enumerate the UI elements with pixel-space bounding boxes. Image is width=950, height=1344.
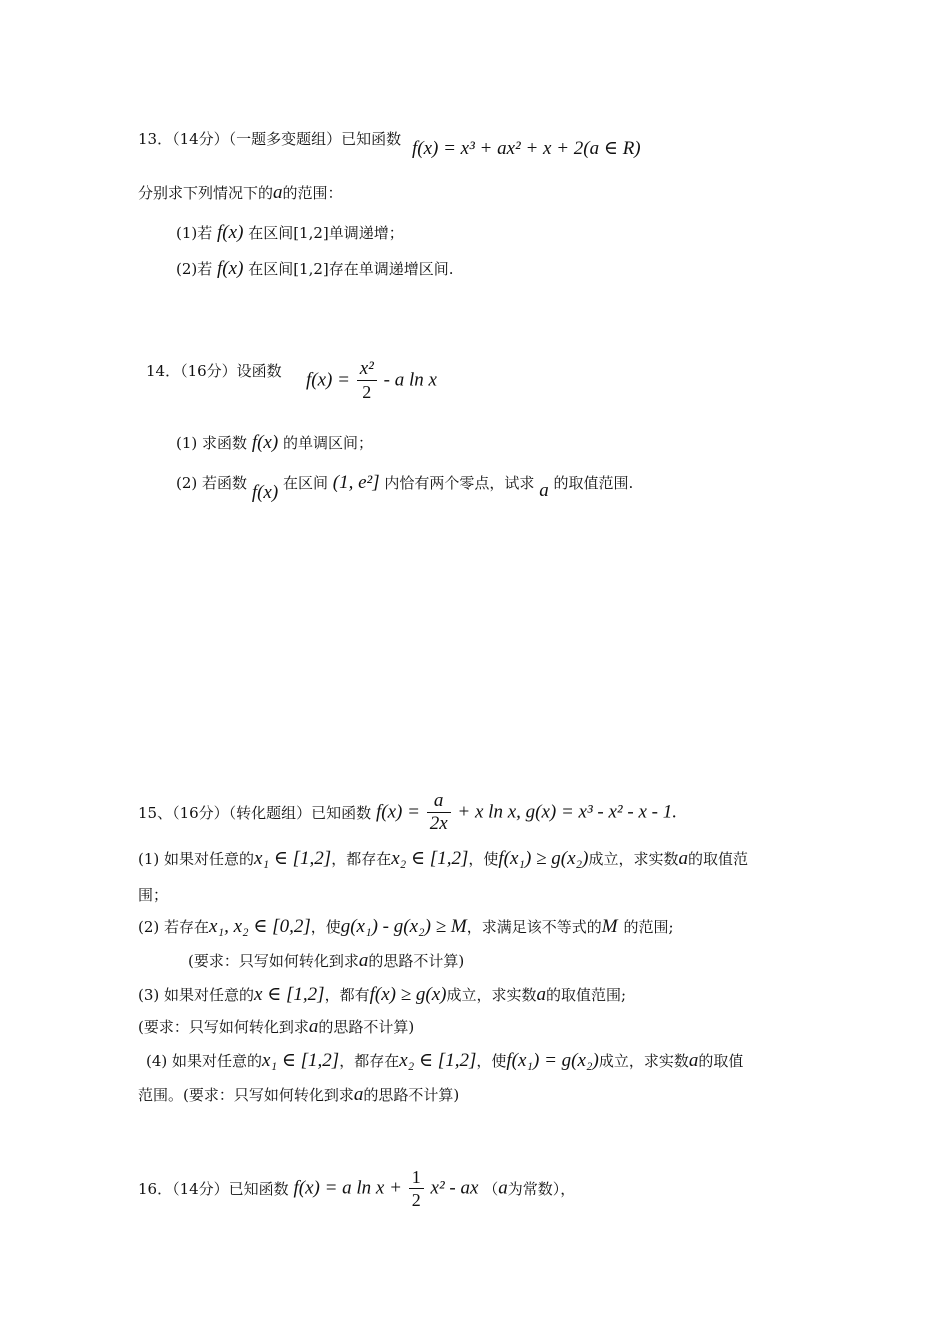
q15-p2-text-c: ，求满足该不等式的 xyxy=(466,918,602,936)
q15-p3-math1: x ∈ [1,2] xyxy=(254,984,325,1005)
q15-p3-note-a: (要求：只写如何转化到求 xyxy=(138,1018,309,1036)
q14-part2 xyxy=(176,472,634,503)
q15-formula-lhs: f(x) = xyxy=(375,801,420,823)
q15-fraction xyxy=(427,790,451,835)
q14-formula-rhs: - a ln x xyxy=(383,369,437,391)
q14-p2-var: a xyxy=(539,480,549,501)
q16-fraction-denominator: 2 xyxy=(411,1190,421,1210)
q13-p2-text: 在区间[1,2]存在单调递增区间. xyxy=(248,260,454,278)
q13-p1-prefix: (1)若 xyxy=(176,224,213,242)
q16-label: 16．（14分）已知函数 xyxy=(138,1180,289,1198)
q15-part4-cont xyxy=(138,1084,459,1106)
q14-p1-text: 的单调区间； xyxy=(282,434,373,452)
q13-title xyxy=(138,128,641,159)
q15-p4-text-e: 的取值 xyxy=(698,1052,744,1070)
q15-formula-rhs: + x ln x, g(x) = x³ - x² - x - 1. xyxy=(457,801,677,823)
q16-title xyxy=(138,1166,575,1211)
q14-fraction-numerator: x² xyxy=(357,358,377,381)
q15-p1-math2: x₂ ∈ [1,2] xyxy=(391,848,469,869)
q13-p2-fx: f(x) xyxy=(217,258,244,279)
q15-p2-text-d: 的范围; xyxy=(623,918,674,936)
q15-p1-text-e: 的取值范 xyxy=(687,850,748,868)
q16-tail-var: a xyxy=(498,1177,508,1199)
q15-part2-note xyxy=(188,950,464,972)
q15-p3-var: a xyxy=(536,984,546,1005)
q15-p1-text-c: ，使 xyxy=(468,850,499,868)
q15-p2-note-b: 的思路不计算) xyxy=(368,952,465,970)
q14-p2-text-b: 内恰有两个零点，试求 xyxy=(384,474,535,492)
q14-p2-interval: (1, e²] xyxy=(332,472,380,493)
q13-intro xyxy=(138,182,343,204)
q15-p3-text-d: 的取值范围; xyxy=(546,986,627,1004)
q16-fraction-numerator: 1 xyxy=(409,1166,424,1189)
q13-part2 xyxy=(176,258,454,280)
q14-p2-text: 在区间 xyxy=(282,474,328,492)
q15-p4-cont-a: 范围。(要求：只写如何转化到求 xyxy=(138,1086,354,1104)
q15-p2-prefix: (2) 若存在 xyxy=(138,918,210,936)
q14-p1-prefix: (1) 求函数 xyxy=(176,434,248,452)
q14-formula-lhs: f(x) = xyxy=(306,369,350,391)
q15-p2-note-var: a xyxy=(358,950,369,971)
q15-p3-math2: f(x) ≥ g(x) xyxy=(369,984,447,1005)
q16-tail-b: 为常数）， xyxy=(507,1180,576,1198)
q14-p2-text-c: 的取值范围. xyxy=(553,474,634,492)
q15-p1-var: a xyxy=(678,848,688,869)
q15-p1-math3: f(x₁) ≥ g(x₂) xyxy=(498,848,589,869)
q13-part1 xyxy=(176,222,404,244)
q15-p4-text-d: 成立，求实数 xyxy=(598,1052,689,1070)
q13-intro-var: a xyxy=(273,182,283,203)
q16-tail-a: （ xyxy=(483,1180,499,1198)
q14-fraction-denominator: 2 xyxy=(362,382,372,402)
q15-p4-text-b: ，都存在 xyxy=(339,1052,400,1070)
q15-p4-math1: x₁ ∈ [1,2] xyxy=(262,1050,340,1071)
q15-p3-text-c: 成立，求实数 xyxy=(446,986,537,1004)
q14-p1-fx: f(x) xyxy=(251,432,279,453)
q15-part1-cont xyxy=(138,884,168,906)
q15-fraction-denominator: 2x xyxy=(429,813,448,834)
q15-part3-note xyxy=(138,1016,414,1038)
q14-title xyxy=(146,360,282,382)
q14-fraction xyxy=(357,358,377,403)
q13-p1-text: 在区间[1,2]单调递增； xyxy=(248,224,404,242)
q15-p2-math2: g(x₁) - g(x₂) ≥ M xyxy=(340,916,467,937)
q15-p3-note-var: a xyxy=(308,1016,319,1037)
q15-p1-text-d: 成立，求实数 xyxy=(588,850,679,868)
q13-formula: f(x) = x³ + ax² + x + 2(a ∈ R) xyxy=(411,138,641,159)
q15-p2-math1: x₁, x₂ ∈ [0,2] xyxy=(209,916,311,937)
q15-p2-text-b: ，使 xyxy=(310,918,341,936)
q15-label: 15、（16分）（转化题组）已知函数 xyxy=(138,804,372,822)
q15-p2-note-a: (要求：只写如何转化到求 xyxy=(188,952,359,970)
q15-p4-prefix: (4) 如果对任意的 xyxy=(146,1052,263,1070)
q13-intro-text-end: 的范围： xyxy=(282,184,343,202)
q15-p3-text-b: ，都有 xyxy=(324,986,370,1004)
q15-p4-math3: f(x₁) = g(x₂) xyxy=(506,1050,599,1071)
q15-p1-continuation: 围； xyxy=(138,886,169,904)
q16-fraction xyxy=(409,1166,424,1211)
q15-title xyxy=(138,790,677,835)
q14-label: 14．（16分）设函数 xyxy=(146,362,282,380)
q13-intro-text: 分别求下列情况下的 xyxy=(138,184,274,202)
q14-p2-fx: f(x) xyxy=(251,482,279,503)
q15-p4-cont-var: a xyxy=(353,1084,364,1105)
q13-p2-prefix: (2)若 xyxy=(176,260,213,278)
q13-p1-fx: f(x) xyxy=(217,222,244,243)
q15-part3 xyxy=(138,984,626,1006)
q15-p4-var: a xyxy=(688,1050,699,1071)
q15-part2 xyxy=(138,916,674,938)
q16-formula-rhs: x² - ax xyxy=(430,1177,479,1199)
q15-part1 xyxy=(138,848,748,870)
q15-p4-math2: x₂ ∈ [1,2] xyxy=(399,1050,477,1071)
q15-p1-prefix: (1) 如果对任意的 xyxy=(138,850,255,868)
q15-p4-cont-b: 的思路不计算) xyxy=(363,1086,460,1104)
q15-p1-math1: x₁ ∈ [1,2] xyxy=(254,848,332,869)
q14-p2-prefix: (2) 若函数 xyxy=(176,474,248,492)
q15-part4 xyxy=(146,1050,743,1072)
q15-p1-text-b: ，都存在 xyxy=(331,850,392,868)
q13-label: 13．（14分）（一题多变题组）已知函数 xyxy=(138,130,402,148)
q14-formula xyxy=(306,358,437,403)
q15-p2-var: M xyxy=(601,916,618,937)
q15-p4-text-c: ，使 xyxy=(476,1052,507,1070)
q15-p3-note-b: 的思路不计算) xyxy=(318,1018,415,1036)
q14-part1 xyxy=(176,432,373,454)
q15-p3-prefix: (3) 如果对任意的 xyxy=(138,986,255,1004)
q16-formula-lhs: f(x) = a ln x + xyxy=(293,1177,402,1199)
q15-fraction-numerator: a xyxy=(427,790,451,813)
